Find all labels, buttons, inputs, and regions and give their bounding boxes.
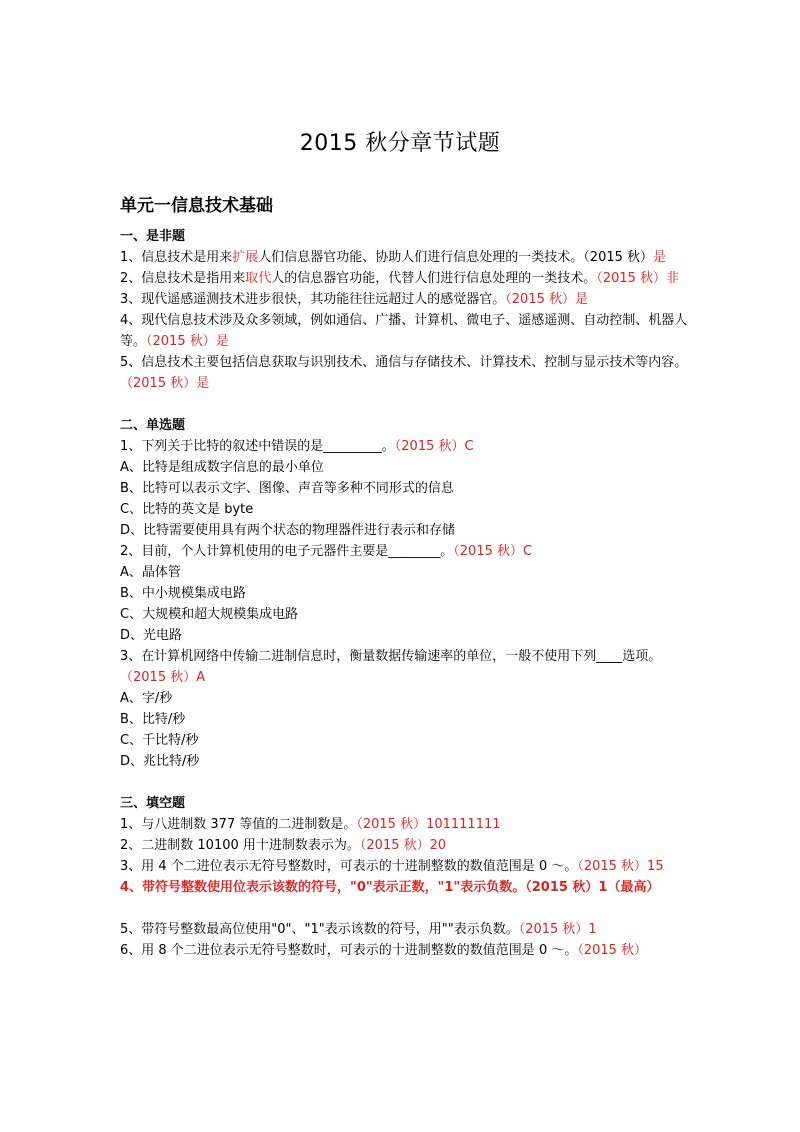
question-text: 5、带符号整数最高位使用"0"、"1"表示该数的符号，用""表示负数。 — [120, 922, 519, 937]
question-tf-5 — [120, 352, 690, 394]
answer-text: （2015 秋）是 — [120, 376, 210, 391]
option: D、比特需要使用具有两个状态的物理器件进行表示和存储 — [120, 523, 456, 538]
question-fb-6 — [120, 940, 690, 961]
answer-text: （2015 秋）1 — [518, 922, 597, 937]
option: A、字/秒 — [120, 691, 173, 706]
question-text: 6、用 8 个二进位表示无符号整数时，可表示的十进制整数的数值范围是 0 ～。 — [120, 943, 578, 958]
question-text: 人们信息器官功能、协助人们进行信息处理的一类技术。（2015 秋） — [258, 250, 654, 265]
answer-text: （2015 秋）是 — [505, 292, 588, 307]
section-header-true-false: 一、是非题 — [120, 229, 186, 244]
page-title: 2015 秋分章节试题 — [299, 131, 501, 156]
question-mc-1 — [120, 436, 690, 457]
question-fb-2 — [120, 835, 690, 856]
question-text: 2、信息技术是指用来 — [120, 271, 246, 286]
option: C、千比特/秒 — [120, 733, 199, 748]
question-fb-1 — [120, 814, 690, 835]
answer-text: （2015 秋）15 — [577, 859, 664, 874]
question-text: 3、用 4 个二进位表示无符号整数时，可表示的十进制整数的数值范围是 0 ～。 — [120, 859, 578, 874]
question-tf-1 — [120, 247, 690, 268]
question-text: 人的信息器官功能，代替人们进行信息处理的一类技术。 — [271, 271, 597, 286]
question-mc-3 — [120, 646, 690, 688]
answer-text: 是 — [653, 250, 667, 265]
answer-text: （2015 秋）A — [120, 670, 206, 685]
option: D、光电路 — [120, 628, 183, 643]
answer-text: （2015 秋）非 — [596, 271, 680, 286]
question-text: 3、在计算机网络中传输二进制信息时，衡量数据传输速率的单位，一般不使用下列____选项。 — [120, 649, 662, 664]
answer-text: （2015 秋）C — [453, 544, 533, 559]
unit-heading: 单元一信息技术基础 — [120, 196, 273, 216]
highlight-text: 扩展 — [232, 250, 259, 265]
question-text: 1、下列关于比特的叙述中错误的是_________。 — [120, 439, 395, 454]
question-text: 3、现代遥感遥测技术进步很快，其功能往往远超过人的感觉器官。 — [120, 292, 506, 307]
section-header-single-choice: 二、单选题 — [120, 418, 186, 433]
question-fb-3 — [120, 856, 690, 877]
document-body — [120, 226, 690, 961]
question-text: 1、信息技术是用来 — [120, 250, 233, 265]
option: C、大规模和超大规模集成电路 — [120, 607, 299, 622]
question-text: 2、目前，个人计算机使用的电子元器件主要是________。 — [120, 544, 454, 559]
option: A、比特是组成数字信息的最小单位 — [120, 460, 324, 475]
question-tf-3 — [120, 289, 690, 310]
option: B、中小规模集成电路 — [120, 586, 246, 601]
option: D、兆比特/秒 — [120, 754, 200, 769]
question-text: 1、与八进制数 377 等值的二进制数是。 — [120, 817, 357, 832]
question-text: 5、信息技术主要包括信息获取与识别技术、通信与存储技术、计算技术、控制与显示技术等内容。 — [120, 355, 688, 370]
answer-text: （2015 秋）101111111 — [356, 817, 501, 832]
option: B、比特/秒 — [120, 712, 186, 727]
question-fb-5 — [120, 919, 690, 940]
answer-text: （2015 秋）是 — [146, 334, 229, 349]
question-text: 2、二进制数 10100 用十进制数表示为。 — [120, 838, 360, 853]
option: A、晶体管 — [120, 565, 181, 580]
question-tf-2 — [120, 268, 690, 289]
section-header-fill-blank: 三、填空题 — [120, 796, 186, 811]
answer-text: （2015 秋） — [577, 943, 648, 958]
question-tf-4 — [120, 310, 690, 352]
answer-text: （2015 秋）20 — [359, 838, 447, 853]
option: C、比特的英文是 byte — [120, 502, 254, 517]
question-mc-2 — [120, 541, 690, 562]
answer-text: （2015 秋）C — [394, 439, 474, 454]
question-fb-4: 4、带符号整数使用位表示该数的符号，"0"表示正数，"1"表示负数。（2015 秋）1（最高） — [120, 880, 660, 895]
question-text: 4、现代信息技术涉及众多领域，例如通信、广播、计算机、微电子、遥感遥测、自动控制、机器人等。 — [120, 313, 688, 349]
highlight-text: 取代 — [245, 271, 272, 286]
option: B、比特可以表示文字、图像、声音等多种不同形式的信息 — [120, 481, 454, 496]
